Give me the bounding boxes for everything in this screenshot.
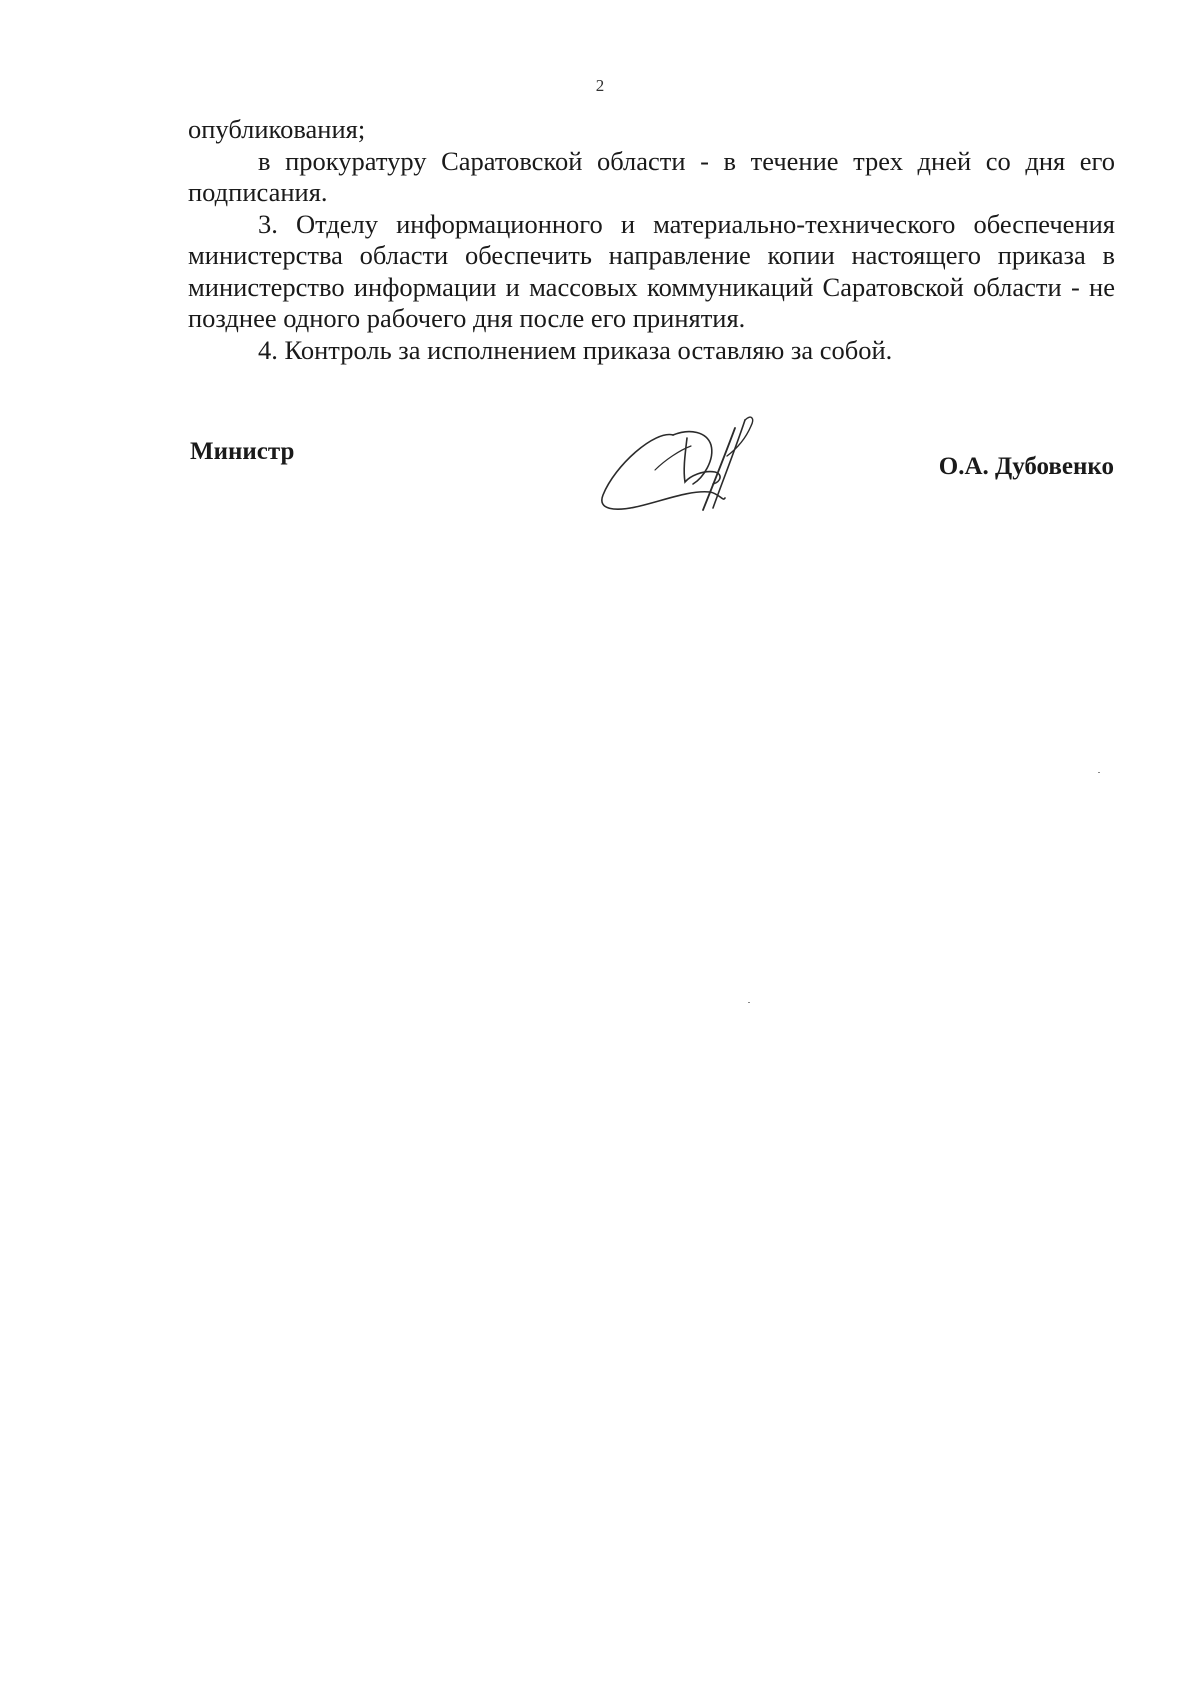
position-title: Министр xyxy=(190,438,295,465)
paragraph-item-4: 4. Контроль за исполнением приказа оставляю за собой. xyxy=(258,334,893,365)
signer-name: О.А. Дубовенко xyxy=(938,453,1114,480)
document-body xyxy=(188,114,1115,366)
scan-artifact xyxy=(1098,772,1100,773)
paragraph-continuation: опубликования; xyxy=(188,114,366,144)
scan-artifact xyxy=(748,1002,750,1003)
paragraph-item-3: 3. Отделу информационного и материально-технического обеспечения министерства области обеспечить направление копии настоящего приказа в министерство информации и массовых коммуникаций Саратовской области - не позднее одного рабочего дня после его принятия. xyxy=(188,208,1115,333)
page-number: 2 xyxy=(595,76,605,95)
handwritten-signature xyxy=(595,410,805,520)
paragraph-prosecutor: в прокуратуру Саратовской области - в течение трех дней со дня его подписания. xyxy=(188,145,1115,207)
